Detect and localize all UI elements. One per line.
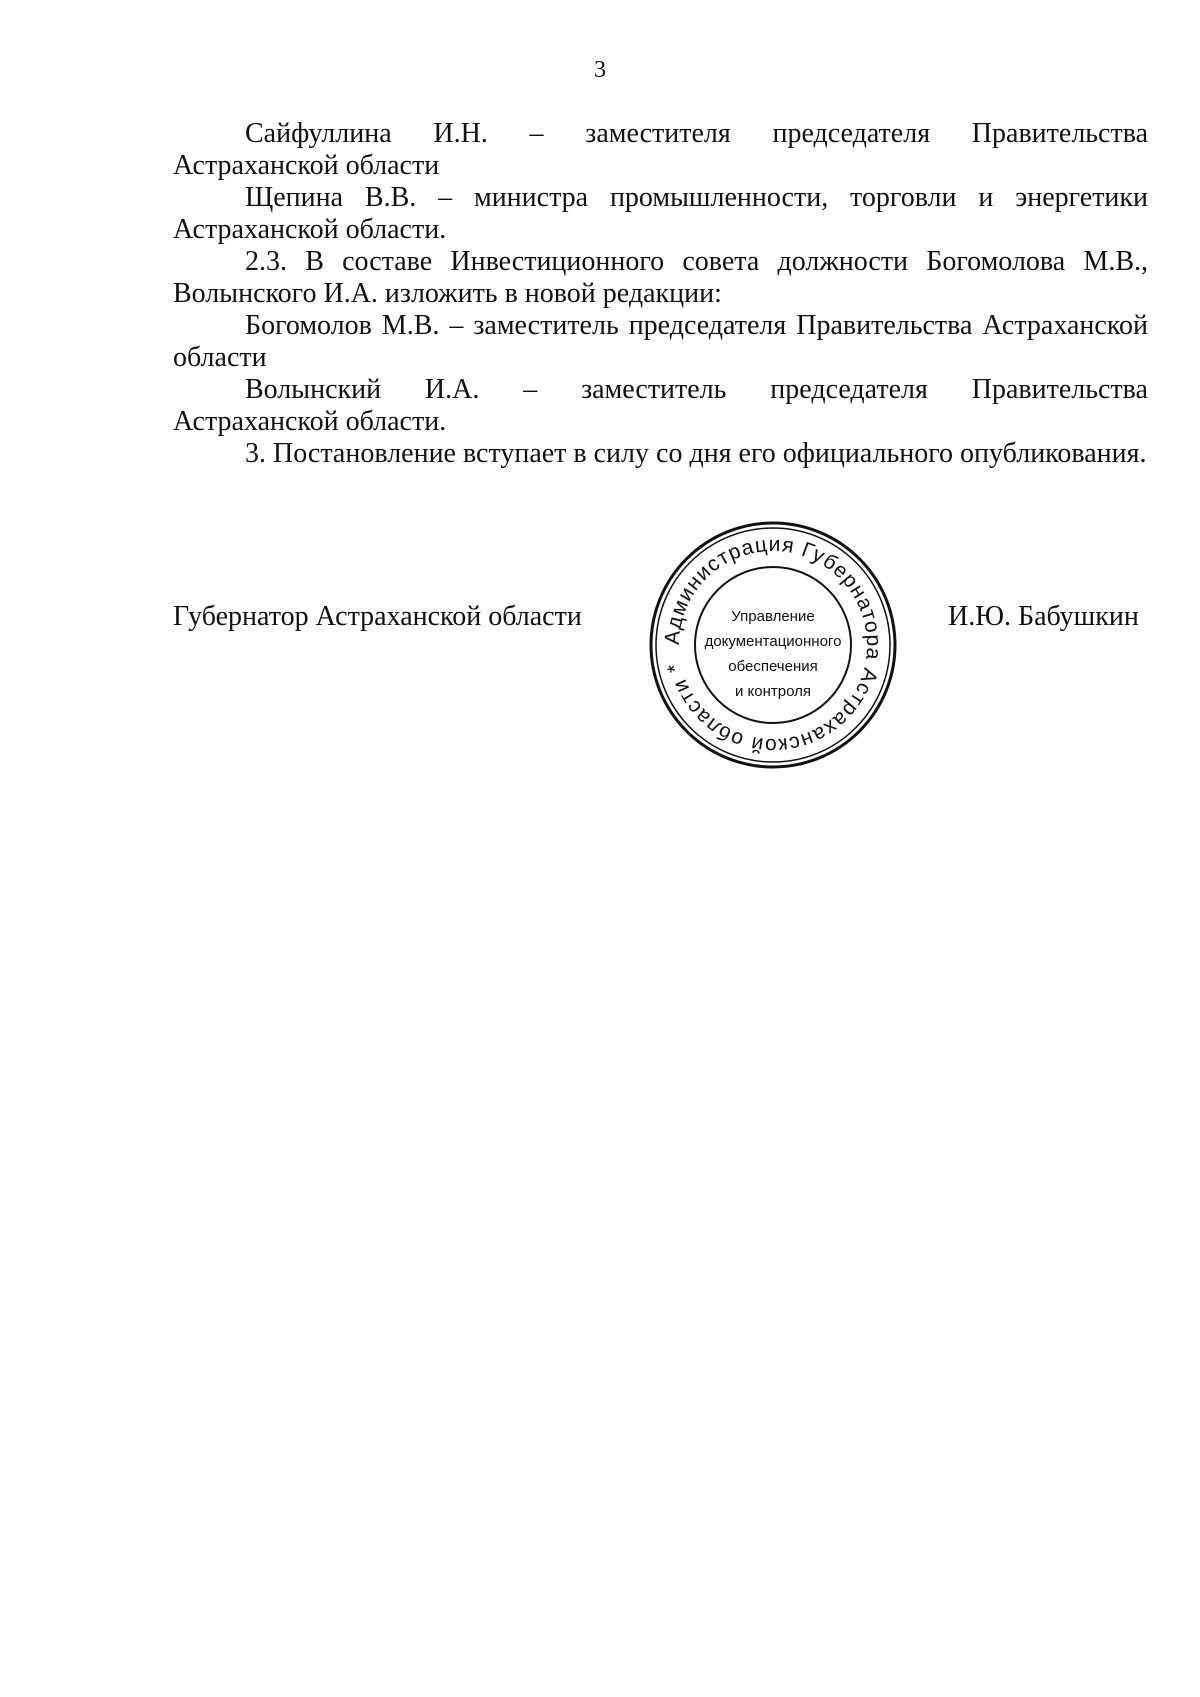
official-seal xyxy=(648,520,898,770)
paragraph-line xyxy=(173,150,1148,182)
word: Волынский xyxy=(245,374,382,405)
seal-inner-line: документационного xyxy=(704,633,842,650)
word: – xyxy=(529,118,544,149)
paragraph: Богомолов М.В. – заместитель председателя Правительства Астраханской области xyxy=(173,310,1148,373)
paragraph: Щепина В.В. – министра промышленности, торговли и энергетики Астраханской области. xyxy=(173,182,1148,245)
word: председателя xyxy=(772,118,931,149)
signature-title: Губернатор Астраханской области xyxy=(173,601,582,632)
paragraph-line xyxy=(173,118,1148,150)
word: Правительства xyxy=(971,118,1148,149)
seal-inner-line: Управление xyxy=(731,608,815,625)
document-body xyxy=(173,118,1148,470)
seal-inner-line: обеспечения xyxy=(728,658,818,675)
paragraph-text: Астраханской области. xyxy=(173,406,447,437)
word: заместитель xyxy=(581,374,727,405)
page-number: 3 xyxy=(594,57,606,83)
word: Правительства xyxy=(971,374,1148,405)
seal-graphic xyxy=(648,520,898,770)
signature-name: И.Ю. Бабушкин xyxy=(948,601,1139,632)
word: И.А. xyxy=(424,374,480,405)
word: – xyxy=(523,374,538,405)
paragraph: 2.3. В составе Инвестиционного совета должности Богомолова М.В., Волынского И.А. изложить в новой редакции: xyxy=(173,246,1148,309)
word: заместителя xyxy=(585,118,731,149)
seal-inner-line: и контроля xyxy=(734,683,812,700)
paragraph-line xyxy=(173,406,1148,438)
seal-ring-text: Администрация Губернатора Астраханской области * xyxy=(660,532,886,758)
word: председателя xyxy=(770,374,928,405)
word: Сайфуллина xyxy=(245,118,392,149)
paragraph: 3. Постановление вступает в силу со дня его официального опубликования. xyxy=(245,438,1147,469)
word: И.Н. xyxy=(433,118,488,149)
paragraph-text: Астраханской области xyxy=(173,150,440,181)
paragraph-line xyxy=(173,374,1148,406)
